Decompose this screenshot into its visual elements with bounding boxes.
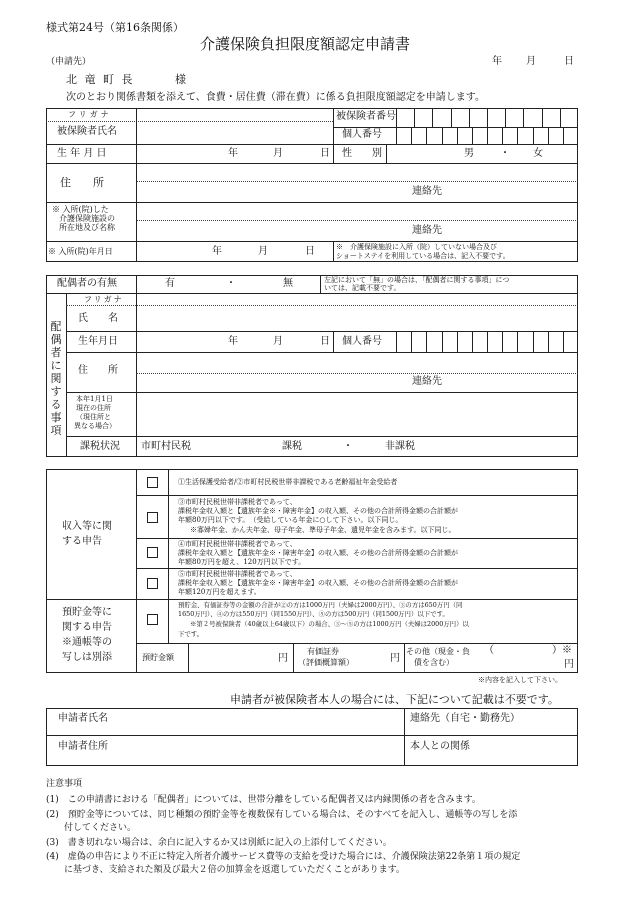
sex-female[interactable]: 女 bbox=[533, 148, 543, 159]
admission-note-2: ショートステイを利用している場合は、記入不要です。 bbox=[336, 252, 510, 260]
insured-number-boxes[interactable] bbox=[396, 108, 578, 127]
note-3: (3) 書き切れない場合は、余白に記入するか又は別紙に記入の上添付してください。 bbox=[46, 838, 392, 848]
note-2-line1: (2) 預貯金等については、同じ種類の預貯金等を複数保有している場合は、そのすべてを記入し、通帳等の写しを添 bbox=[46, 810, 518, 820]
facility-contact: 連絡先 bbox=[412, 225, 442, 236]
birth-date-label: 生 年 月 日 bbox=[57, 148, 107, 159]
jan1-address-label-1: 本年1月1日 bbox=[76, 395, 113, 403]
applicant-address-label: 申請者住所 bbox=[58, 741, 108, 752]
note-4-line1: (4) 虚偽の申告により不正に特定入所者介護サービス費等の支給を受けた場合には、介護保険法第22条第１項の規定 bbox=[46, 852, 521, 862]
addressee-label: （申請先） bbox=[46, 57, 92, 67]
furigana-input[interactable] bbox=[137, 109, 332, 121]
income-option-3-line4: ※寡婦年金、かん夫年金、母子年金、準母子年金、遺児年金を含みます。以下同じ。 bbox=[190, 526, 456, 534]
spouse-birth-day: 日 bbox=[320, 336, 330, 347]
spouse-no[interactable]: 無 bbox=[283, 278, 293, 289]
spouse-side-label: 配偶者に関する事項 bbox=[50, 320, 62, 437]
birth-year: 年 bbox=[228, 148, 238, 159]
facility-label-3: 所在地及び名称 bbox=[59, 223, 115, 232]
spouse-personal-number-label: 個人番号 bbox=[342, 336, 382, 347]
address-label: 住 所 bbox=[60, 176, 104, 189]
savings-label-2: 関する申告 bbox=[62, 622, 112, 633]
insured-number-label: 被保険者番号 bbox=[336, 111, 396, 122]
admission-note-1: ※ 介護保険施設に入所（院）していない場合及び bbox=[336, 243, 497, 251]
deposit-yen: 円 bbox=[278, 653, 288, 664]
deposit-label: 預貯金額 bbox=[142, 653, 174, 662]
address-contact: 連絡先 bbox=[412, 186, 442, 197]
savings-note-3: ※第２号被保険者（40歳以上64歳以下）の場合、③～⑤の方は1000万円（夫婦は2000万円）以 bbox=[190, 620, 469, 628]
savings-note-2: 1650万円）、④の方は550万円（同1550万円）、⑤の方は500万円（同1500万円）以下です。 bbox=[178, 610, 449, 618]
admission-day: 日 bbox=[305, 246, 315, 257]
other-label-1: その他（現金・負 bbox=[406, 647, 470, 656]
income-option-5-line1: ⑤市町村民税世帯非課税者であって、 bbox=[178, 570, 297, 578]
securities-label-2: （評価概算額） bbox=[298, 658, 354, 667]
securities-label-1: 有価証券 bbox=[307, 647, 339, 656]
income-option-3-line2: 課税年金収入額と【遺族年金※・障害年金】の収入額、その他の合計所得金額の合計額が bbox=[178, 507, 458, 515]
spouse-presence-note-2: いては、記載不要です。 bbox=[324, 284, 401, 292]
spouse-furigana-label: フリガナ bbox=[84, 295, 124, 304]
facility-input[interactable] bbox=[137, 203, 577, 220]
tax-nontaxed-option[interactable]: 非課税 bbox=[385, 441, 415, 452]
page-title: 介護保険負担限度額認定申請書 bbox=[200, 35, 411, 53]
income-option-1-checkbox[interactable] bbox=[147, 477, 158, 488]
deposit-amount-input[interactable] bbox=[189, 644, 279, 672]
savings-label-4: 写しは別添 bbox=[62, 652, 112, 663]
savings-label-1: 預貯金等に bbox=[62, 607, 112, 618]
detail-note: ※内容を記入して下さい。 bbox=[478, 676, 562, 684]
notes-title: 注意事項 bbox=[46, 779, 83, 789]
income-option-3-line1: ③市町村民税世帯非課税者であって、 bbox=[178, 498, 297, 506]
sex-label: 性 別 bbox=[342, 148, 382, 159]
savings-checkbox[interactable] bbox=[147, 614, 158, 625]
tax-status-label: 課税状況 bbox=[80, 441, 120, 452]
applicant-contact-label: 連絡先（自宅・勤務先） bbox=[410, 713, 520, 724]
savings-note-1: 預貯金、有価証券等の金額の合計が②の方は1000万円（夫婦は2000万円）、③の方は650万円（同 bbox=[178, 601, 463, 609]
income-option-3-checkbox[interactable] bbox=[147, 512, 158, 523]
income-option-4-line3: 年額80万円を超え、120万円以下です。 bbox=[178, 558, 306, 566]
income-option-4-line1: ④市町村民税世帯非課税者であって、 bbox=[178, 540, 297, 548]
tax-taxed-option[interactable]: 課税 bbox=[282, 441, 302, 452]
sex-separator: ・ bbox=[500, 148, 510, 159]
spouse-address-label: 住 所 bbox=[78, 365, 118, 376]
spouse-separator: ・ bbox=[226, 278, 236, 289]
applicant-notice: 申請者が被保険者本人の場合には、下記について記載は不要です。 bbox=[230, 693, 559, 706]
income-option-1: ①生活保護受給者/②市町村民税世帯非課税である老齢福祉年金受給者 bbox=[178, 478, 398, 486]
applicant-name-label: 申請者氏名 bbox=[58, 713, 108, 724]
sex-male[interactable]: 男 bbox=[464, 148, 474, 159]
tax-separator: ・ bbox=[343, 441, 353, 452]
income-option-3-line3: 年額80万円以下です。 （受給している年金に○して下さい。以下同じ。 bbox=[178, 516, 403, 524]
jan1-address-label-3: （現住所と bbox=[76, 413, 111, 421]
income-option-4-checkbox[interactable] bbox=[147, 547, 158, 558]
note-4-line2: に基づき、支給された額及び最大２倍の加算金を返還していただくことがあります。 bbox=[46, 865, 405, 875]
income-option-5-line3: 年額120万円を超えます。 bbox=[178, 588, 261, 596]
other-paren-close: ）※ bbox=[552, 645, 572, 656]
address-input[interactable] bbox=[137, 164, 577, 181]
personal-number-boxes[interactable] bbox=[396, 127, 578, 144]
applicant-name-input[interactable] bbox=[47, 726, 403, 734]
date-day: 日 bbox=[564, 56, 574, 67]
admission-year: 年 bbox=[212, 246, 222, 257]
spouse-personal-number-boxes[interactable] bbox=[396, 331, 578, 352]
applicant-address-input[interactable] bbox=[47, 754, 403, 765]
spouse-birth-year: 年 bbox=[228, 336, 238, 347]
other-label-2: 債を含む） bbox=[414, 658, 454, 667]
securities-yen: 円 bbox=[390, 653, 400, 664]
note-1: (1) この申請書における「配偶者」については、世帯分離をしている配偶者又は内縁関係の者を含みます。 bbox=[46, 795, 481, 805]
income-label-2: する申告 bbox=[62, 536, 102, 547]
intro-text: 次のとおり関係書類を添えて、食費・居住費（滞在費）に係る負担限度額認定を申請します。 bbox=[66, 92, 485, 103]
admission-month: 月 bbox=[258, 246, 268, 257]
spouse-name-label: 氏 名 bbox=[78, 313, 118, 324]
spouse-presence-label: 配偶者の有無 bbox=[57, 278, 117, 289]
facility-label-2: 介護保険施設の bbox=[59, 214, 115, 223]
savings-note-4: 下です。 bbox=[178, 630, 204, 638]
personal-number-label: 個人番号 bbox=[342, 129, 382, 140]
income-option-5-checkbox[interactable] bbox=[147, 578, 158, 589]
admission-date-label: ※ 入所(院)年月日 bbox=[48, 247, 113, 256]
spouse-furigana-input[interactable] bbox=[137, 294, 577, 305]
facility-label-1: ※ 入所(院)した bbox=[52, 205, 109, 214]
other-paren-open: （ bbox=[484, 645, 494, 656]
insured-name-label: 被保険者氏名 bbox=[57, 126, 117, 137]
honorific: 様 bbox=[175, 73, 186, 86]
note-2-line2: 付してください。 bbox=[46, 823, 137, 833]
date-month: 月 bbox=[526, 56, 536, 67]
date-year: 年 bbox=[492, 56, 502, 67]
spouse-presence-note-1: 左記において「無」の場合は、「配偶者に関する事項」につ bbox=[324, 276, 510, 284]
jan1-address-input[interactable] bbox=[137, 393, 577, 435]
income-option-4-line2: 課税年金収入額と【遺族年金※・障害年金】の収入額、その他の合計所得金額の合計額が bbox=[178, 549, 458, 557]
jan1-address-label-4: 異なる場合） bbox=[74, 422, 116, 430]
income-label-1: 収入等に関 bbox=[62, 521, 112, 532]
spouse-birth-label: 生年月日 bbox=[78, 336, 118, 347]
spouse-name-input[interactable] bbox=[137, 306, 577, 330]
spouse-birth-month: 月 bbox=[273, 336, 283, 347]
other-yen: 円 bbox=[564, 659, 574, 670]
spouse-contact: 連絡先 bbox=[412, 376, 442, 387]
birth-day: 日 bbox=[320, 148, 330, 159]
income-option-5-line2: 課税年金収入額と【遺族年金※・障害年金】の収入額、その他の合計所得金額の合計額が bbox=[178, 579, 458, 587]
other-amount-input[interactable] bbox=[494, 644, 564, 672]
tax-city-label: 市町村民税 bbox=[141, 441, 191, 452]
addressee: 北 竜 町 長 bbox=[66, 73, 135, 86]
spouse-address-input[interactable] bbox=[137, 353, 577, 372]
birth-month: 月 bbox=[273, 148, 283, 159]
jan1-address-label-2: 現在の住所 bbox=[76, 404, 111, 412]
form-number: 様式第24号（第16条関係） bbox=[46, 21, 184, 34]
spouse-yes[interactable]: 有 bbox=[165, 278, 175, 289]
insured-name-input[interactable] bbox=[137, 122, 332, 143]
savings-label-3: ※通帳等の bbox=[62, 637, 112, 648]
furigana-label: フリガナ bbox=[68, 110, 112, 119]
securities-amount-input[interactable] bbox=[350, 644, 390, 672]
relation-label: 本人との関係 bbox=[410, 741, 470, 752]
